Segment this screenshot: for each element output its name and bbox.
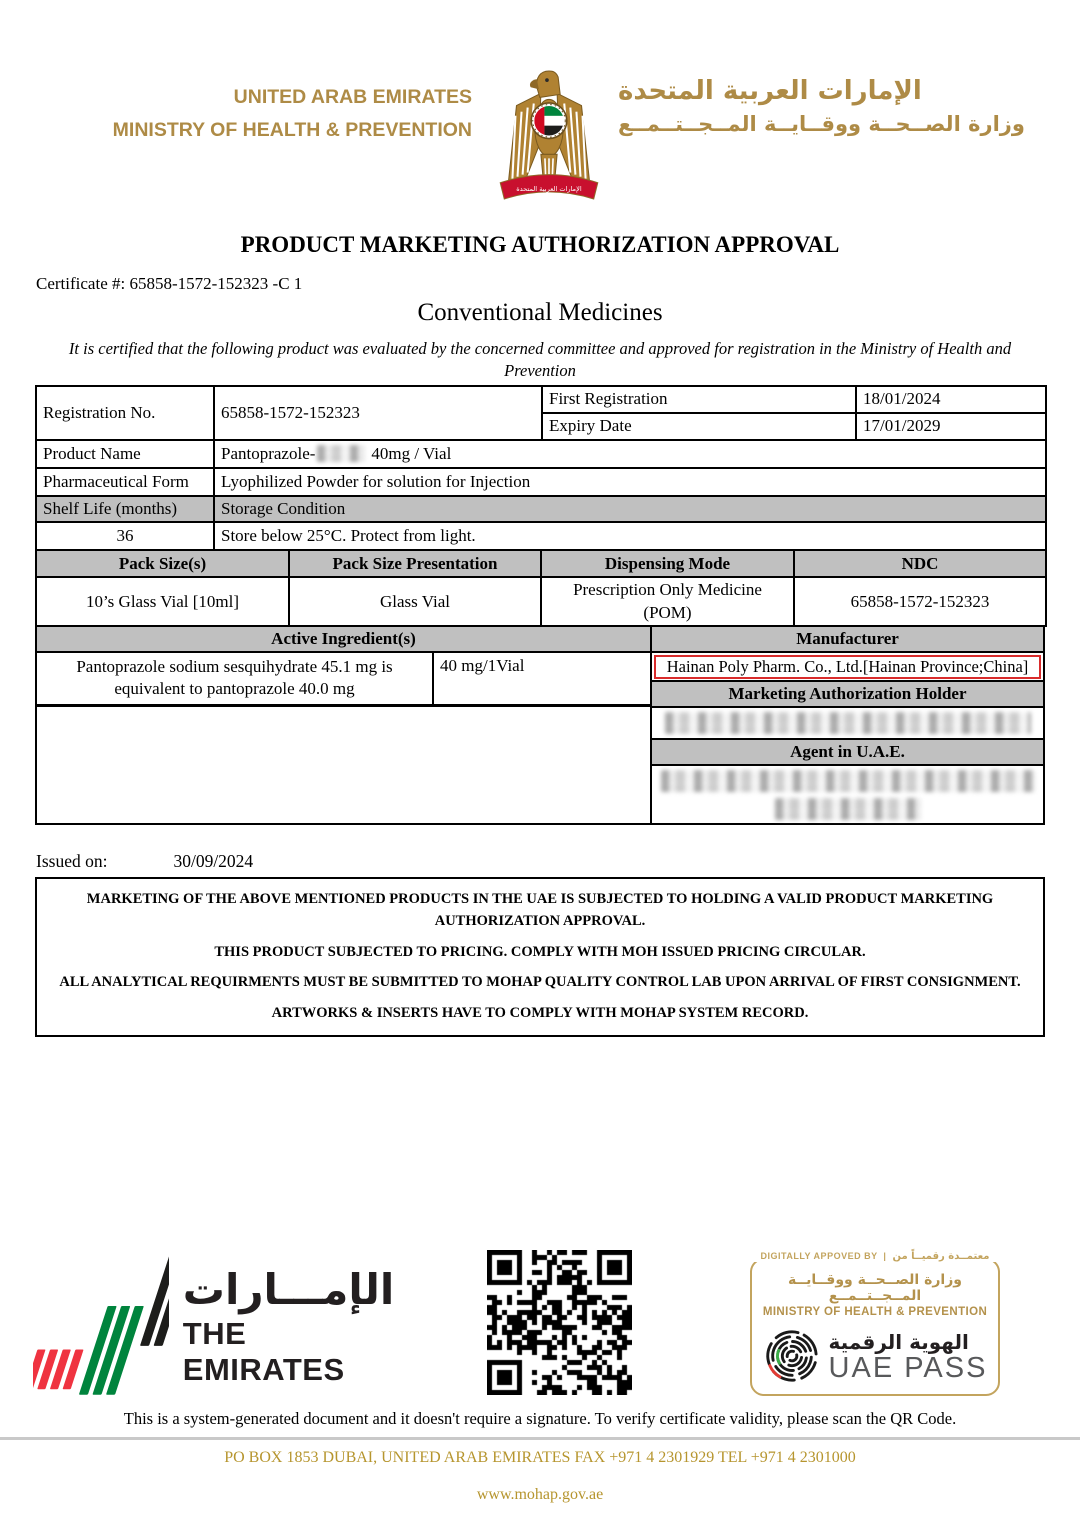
issued-on-date: 30/09/2024 [173,851,254,871]
expiry-date-value: 17/01/2029 [856,413,1046,440]
ministry-name-line: MINISTRY OF HEALTH & PREVENTION [112,119,472,141]
digital-identity-arabic: الهوية الرقمية [828,1329,969,1354]
ingredient-manufacturer-table [35,625,1045,825]
issued-on-label: Issued on: [36,851,108,871]
uaepass-brand-name: UAE PASS [828,1351,988,1384]
ministry-name-english [0,86,472,142]
pack-size-header: Pack Size(s) [36,550,289,577]
ingredient-empty-area [37,707,650,824]
emirates-wordmark-arabic: الإمـــارات [182,1265,395,1314]
digitally-approved-ar: معتمــدة رقميــاً من [892,1251,990,1262]
registration-no-value: 65858-1572-152323 [214,386,542,440]
product-name-label: Product Name [36,440,214,468]
manufacturer-row [652,653,1043,680]
notice-pricing: THIS PRODUCT SUBJECTED TO PRICING. COMPLY WITH MOH ISSUED PRICING CIRCULAR. [214,943,866,960]
product-name-prefix: Pantoprazole- [221,443,316,463]
footer-divider [0,1437,1080,1440]
storage-condition-label: Storage Condition [214,496,1046,522]
qr-code [487,1250,632,1395]
uae-falcon-emblem [486,62,612,213]
manufacturer-header: Manufacturer [652,627,1043,653]
notices-box [35,877,1045,1037]
product-name-value [214,440,1046,468]
issued-on-row [36,851,253,872]
storage-condition-value: Store below 25°C. Protect from light. [214,522,1046,550]
notice-marketing: MARKETING OF THE ABOVE MENTIONED PRODUCTS IN THE UAE IS SUBJECTED TO HOLDING A VALID PRODUCT MARKETING AUTHORIZATION APPROVAL. [86,891,994,929]
ndc-header: NDC [794,550,1046,577]
redacted-agent-line2 [775,798,921,820]
footer-website: www.mohap.gov.ae [476,1486,604,1503]
uaepass-ministry-arabic: وزارة الصــحــة ووقــايــة المــجــتــمــع [788,1272,962,1304]
first-registration-date: 18/01/2024 [856,386,1046,413]
uaepass-ministry-english: MINISTRY OF HEALTH & PREVENTION [762,1306,988,1318]
active-ingredient-section [37,627,650,823]
dispensing-mode-header: Dispensing Mode [541,550,794,577]
document-title: PRODUCT MARKETING AUTHORIZATION APPROVAL [240,232,840,257]
certificate-number: Certificate #: 65858-1572-152323 -C 1 [36,274,303,293]
ministry-name-arabic [618,76,1038,136]
ingredient-strength-value: 40 mg/1Vial [432,653,650,703]
ingredient-row [37,653,650,706]
first-registration-label: First Registration [542,386,856,413]
logos-row [0,1238,1080,1413]
redacted-agent-line1 [661,770,1035,792]
digitally-approved-label [753,1251,998,1262]
emirates-stripes-icon [33,1244,169,1406]
notice-artworks: ARTWORKS & INSERTS HAVE TO COMPLY WITH MOHAP SYSTEM RECORD. [271,1005,809,1021]
agent-value [652,766,1043,824]
footer-address: PO BOX 1853 DUBAI, UNITED ARAB EMIRATES FAX +971 4 2301929 TEL +971 4 2301000 [224,1449,856,1466]
redacted-product-brand [317,445,365,462]
expiry-date-label: Expiry Date [542,413,856,440]
uaepass-brand-row [752,1325,998,1387]
digitally-approved-en: DIGITALLY APPOVED BY [760,1251,878,1261]
pack-size-presentation-value: Glass Vial [289,577,541,626]
label-separator: | [880,1251,893,1261]
emblem-banner-text: الإمارات العربية المتحدة [516,184,582,193]
the-emirates-logo [33,1244,395,1406]
manufacturer-highlighted-value: Hainan Poly Pharm. Co., Ltd.[Hainan Province;China] [654,655,1041,679]
pack-size-presentation-header: Pack Size Presentation [289,550,541,577]
manufacturer-section [650,627,1043,823]
dispensing-mode-value: Prescription Only Medicine (POM) [541,577,794,626]
active-ingredient-header: Active Ingredient(s) [37,627,650,653]
notice-analytical: ALL ANALYTICAL REQUIRMENTS MUST BE SUBMITTED TO MOHAP QUALITY CONTROL LAB UPON ARRIVAL OF FIRST CONSIGNMENT. [59,974,1021,991]
ndc-value: 65858-1572-152323 [794,577,1046,626]
certificate-tables [35,385,1045,825]
pharmaceutical-form-label: Pharmaceutical Form [36,468,214,496]
uae-pass-badge [750,1251,1000,1396]
medicine-category: Conventional Medicines [417,299,663,326]
shelf-life-label: Shelf Life (months) [36,496,214,522]
redacted-mah-name [665,712,1031,734]
registration-no-label: Registration No. [36,386,214,440]
pharmaceutical-form-value: Lyophilized Powder for solution for Injection [214,468,1046,496]
shelf-life-value: 36 [36,522,214,550]
registration-table [35,385,1047,551]
active-ingredient-value: Pantoprazole sodium sesquihydrate 45.1 mg is equivalent to pantoprazole 40.0 mg [76,657,393,699]
agent-header: Agent in U.A.E. [652,738,1043,766]
ministry-country-line: UNITED ARAB EMIRATES [233,86,472,108]
product-name-suffix: 40mg / Vial [371,443,452,463]
emirates-wordmark-english: THE EMIRATES [182,1316,345,1387]
pack-size-value: 10’s Glass Vial [10ml] [36,577,289,626]
pack-table [35,549,1047,627]
system-generated-note: This is a system-generated document and it doesn't require a signature. To verify certificate validity, please scan the QR Code. [123,1409,957,1428]
ministry-country-line-ar: الإمارات العربية المتحدة [618,76,922,106]
uaepass-wordmark [829,1330,988,1383]
marketing-authorization-holder-header: Marketing Authorization Holder [652,680,1043,708]
falcon-emblem-icon [486,62,612,208]
ministry-name-line-ar: وزارة الصــحــة ووقــايــة المــجــتــمــع [618,112,1025,136]
fingerprint-icon [763,1325,821,1387]
marketing-authorization-holder-value [652,708,1043,738]
emirates-wordmark [183,1265,395,1406]
certification-statement: It is certified that the following product was evaluated by the concerned committee and approved for registration in the Ministry of Health and Prevention [68,339,1012,381]
